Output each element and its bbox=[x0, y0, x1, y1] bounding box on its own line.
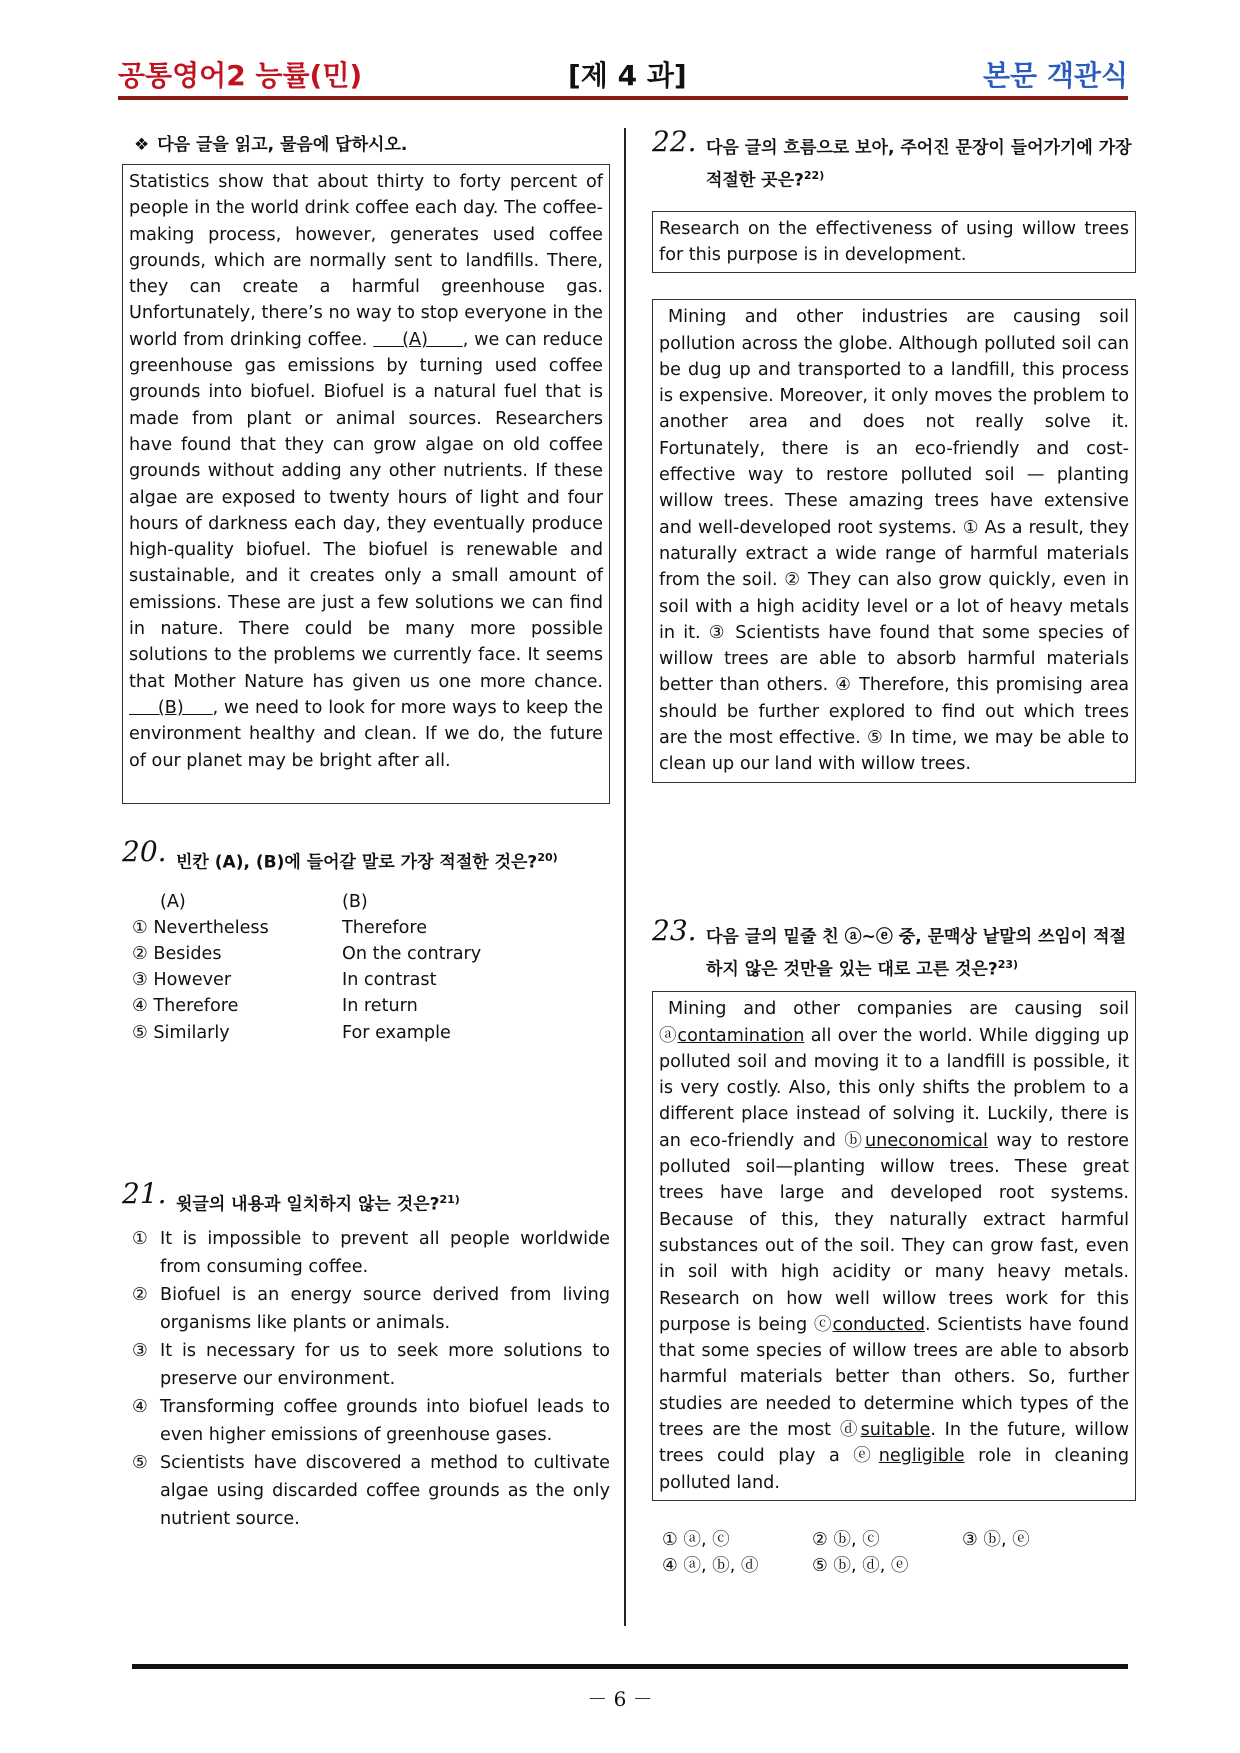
passage-text-3: , we need to look for more ways to keep the environment healthy and clean. If we do, the future of our planet may be bright after all. bbox=[129, 697, 603, 771]
question-number: 23. bbox=[652, 913, 697, 947]
q23-text: all over the world. While digging up polluted soil and moving it to a landfill is possible, it is very costly. Also, this only shifts the problem to a different place instead of solving it. Luckily, there is an eco-friendly and ⓑ bbox=[659, 1025, 1129, 1151]
header-lesson: [제 4 과] bbox=[568, 59, 687, 92]
option-text: It is necessary for us to seek more solutions to preserve our environment. bbox=[160, 1340, 610, 1389]
q21-option[interactable] bbox=[132, 1281, 610, 1337]
right-column bbox=[652, 124, 1136, 1579]
instruction-text: 다음 글을 읽고, 물음에 답하시오. bbox=[157, 135, 408, 155]
underlined-word-d: suitable bbox=[860, 1420, 931, 1440]
option-a: Besides bbox=[153, 944, 222, 965]
q21-option[interactable] bbox=[132, 1225, 610, 1281]
option-mark: ④ bbox=[132, 1396, 148, 1417]
option-mark: ① bbox=[132, 1228, 148, 1249]
q23-choice[interactable]: ⑤ ⓑ, ⓓ, ⓔ bbox=[812, 1555, 909, 1576]
q20-prompt-post: 에 들어갈 말로 가장 적절한 것은? bbox=[284, 852, 538, 873]
option-mark: ⑤ bbox=[132, 1022, 148, 1043]
q22-prompt: 다음 글의 흐름으로 보아, 주어진 문장이 들어가기에 가장 적절한 곳은? bbox=[706, 138, 1132, 191]
q23-text: . Scientists have found that some species of willow trees are able to absorb harmful materials better than others. So, further studies are needed to determine which types of the trees are the most ⓓ bbox=[659, 1314, 1129, 1440]
option-mark: ② bbox=[132, 944, 148, 965]
question-number: 20. bbox=[122, 835, 167, 868]
column-divider bbox=[624, 128, 626, 1626]
diamond-bullet-icon: ❖ bbox=[134, 135, 150, 155]
option-a: Similarly bbox=[153, 1022, 230, 1043]
option-mark: ③ bbox=[132, 970, 148, 991]
footer-rule bbox=[132, 1664, 1128, 1669]
q20-option[interactable] bbox=[132, 967, 610, 993]
option-mark: ① bbox=[132, 917, 148, 938]
question-23 bbox=[652, 913, 1136, 984]
left-column bbox=[122, 120, 610, 1533]
given-sentence-box bbox=[652, 211, 1136, 274]
page-number: － 6 － bbox=[587, 1687, 653, 1711]
q20-option[interactable] bbox=[132, 1020, 610, 1046]
q23-text: role in cleaning polluted land. bbox=[659, 1446, 1129, 1493]
option-b: Therefore bbox=[342, 917, 428, 938]
underlined-word-a: contamination bbox=[677, 1025, 805, 1046]
option-text: Biofuel is an energy source derived from living organisms like plants or animals. bbox=[160, 1284, 610, 1333]
option-a: However bbox=[153, 970, 232, 991]
q20-option[interactable] bbox=[132, 915, 610, 941]
main-passage bbox=[122, 164, 610, 804]
question-22 bbox=[652, 125, 1136, 195]
passage-text-1: Statistics show that about thirty to forty percent of people in the world drink coffee each day. The coffee-making process, however, generates used coffee grounds, which are normally sent to landfills. There, they can create a harmful greenhouse gas. Unfortunately, there’s no way to stop everyone in the world from drinking coffee. bbox=[129, 172, 603, 350]
q21-option[interactable] bbox=[132, 1449, 610, 1533]
option-b: For example bbox=[342, 1022, 451, 1043]
q23-passage bbox=[652, 991, 1136, 1501]
option-text: Scientists have discovered a method to cultivate algae using discarded coffee grounds as the only nutrient source. bbox=[160, 1452, 610, 1529]
col-a-header: (A) bbox=[160, 891, 186, 912]
option-b: In return bbox=[342, 996, 418, 1017]
instruction bbox=[134, 130, 610, 160]
q21-option[interactable] bbox=[132, 1393, 610, 1449]
q23-choice[interactable]: ④ ⓐ, ⓑ, ⓓ bbox=[662, 1555, 759, 1576]
header-rule bbox=[118, 96, 1128, 100]
header-textbook-title: 공통영어2 능률(민) bbox=[118, 59, 363, 92]
q23-choice[interactable]: ② ⓑ, ⓒ bbox=[812, 1529, 880, 1550]
footnote-ref: 20) bbox=[537, 851, 558, 864]
q23-text: . In the future, willow trees could play a ⓔ bbox=[659, 1420, 1129, 1467]
footnote-ref: 21) bbox=[439, 1192, 460, 1206]
question-number: 22. bbox=[652, 125, 697, 158]
q20-option[interactable] bbox=[132, 993, 610, 1019]
option-mark: ④ bbox=[132, 996, 148, 1017]
underlined-word-c: conducted bbox=[832, 1314, 925, 1335]
blank-a: (A) bbox=[373, 329, 463, 350]
q22-passage-text: Mining and other industries are causing soil pollution across the globe. Although polluted soil can be dug up and transported to a landfill, this process is expensive. Moreover, it only moves the problem to another area and does not really solve it. Fortunately, there is an eco-friendly and cost-effective way to restore polluted soil — planting willow trees. These amazing trees have extensive and well-developed root systems. ① As a result, they naturally extract a wide range of harmful materials from the soil. ② They can also grow quickly, even in soil with a high acidity level or a lot of heavy metals in it. ③ Scientists have found that some species of willow trees are able to absorb harmful materials better than others. ④ Therefore, this promising area should be further explored to find out which trees are the most effective. ⑤ In time, we may be able to clean up our land with willow trees. bbox=[659, 307, 1129, 775]
page-header bbox=[118, 50, 1128, 96]
q20-prompt-ab: (A), (B) bbox=[214, 852, 285, 873]
q23-choice[interactable]: ① ⓐ, ⓒ bbox=[662, 1529, 730, 1550]
question-21 bbox=[122, 1176, 610, 1219]
blank-b: (B) bbox=[129, 697, 213, 718]
q20-header-row bbox=[132, 889, 610, 915]
q20-options bbox=[132, 889, 610, 1046]
q20-option[interactable] bbox=[132, 941, 610, 967]
question-number: 21. bbox=[122, 1176, 167, 1210]
header-section-type: 본문 객관식 bbox=[983, 59, 1128, 92]
q23-text: way to restore polluted soil—planting willow trees. These great trees have large and developed root systems. Because of this, they naturally extract harmful substances out of the soil. They can grow fast, even in soil with high acidity or many heavy metals. Research on how well willow trees work for this purpose is being ⓒ bbox=[659, 1130, 1129, 1335]
q23-choices bbox=[662, 1527, 1136, 1579]
footnote-ref: 23) bbox=[997, 957, 1019, 971]
q21-option[interactable] bbox=[132, 1337, 610, 1393]
option-a: Therefore bbox=[153, 996, 239, 1017]
q22-passage bbox=[652, 299, 1136, 782]
question-20 bbox=[122, 835, 602, 877]
option-mark: ③ bbox=[132, 1340, 148, 1361]
underlined-word-b: uneconomical bbox=[865, 1130, 988, 1151]
option-mark: ⑤ bbox=[132, 1452, 148, 1473]
q23-prompt: 다음 글의 밑줄 친 ⓐ~ⓔ 중, 문맥상 낱말의 쓰임이 적절하지 않은 것만을 있는 대로 고른 것은? bbox=[706, 926, 1126, 980]
underlined-word-e: negligible bbox=[878, 1446, 965, 1467]
given-sentence: Research on the effectiveness of using willow trees for this purpose is in development. bbox=[659, 218, 1129, 265]
q21-options bbox=[132, 1225, 610, 1533]
option-text: Transforming coffee grounds into biofuel leads to even higher emissions of greenhouse gases. bbox=[160, 1396, 610, 1445]
option-b: On the contrary bbox=[342, 944, 482, 965]
footnote-ref: 22) bbox=[803, 169, 825, 182]
option-a: Nevertheless bbox=[153, 917, 269, 938]
q20-prompt-pre: 빈칸 bbox=[176, 852, 209, 873]
q23-text: Mining and other companies are causing soil ⓐ bbox=[659, 999, 1129, 1046]
option-text: It is impossible to prevent all people worldwide from consuming coffee. bbox=[160, 1228, 610, 1277]
passage-text-2: , we can reduce greenhouse gas emissions by turning used coffee grounds into biofuel. Biofuel is a natural fuel that is made from plant or animal sources. Researchers have found that they can grow algae on old coffee grounds without adding any other nutrients. If these algae are exposed to twenty hours of light and four hours of darkness each day, they eventually produce high-quality biofuel. The biofuel is renewable and sustainable, and it creates only a small amount of emissions. These are just a few solutions we can find in nature. There could be many more possible solutions to the problems we currently face. It seems that Mother Nature has given us one more chance. bbox=[129, 329, 603, 692]
option-b: In contrast bbox=[342, 970, 437, 991]
option-mark: ② bbox=[132, 1284, 148, 1305]
col-b-header: (B) bbox=[342, 891, 368, 912]
q21-prompt: 윗글의 내용과 일치하지 않는 것은? bbox=[176, 1194, 440, 1215]
q23-choice[interactable]: ③ ⓑ, ⓔ bbox=[962, 1529, 1030, 1550]
